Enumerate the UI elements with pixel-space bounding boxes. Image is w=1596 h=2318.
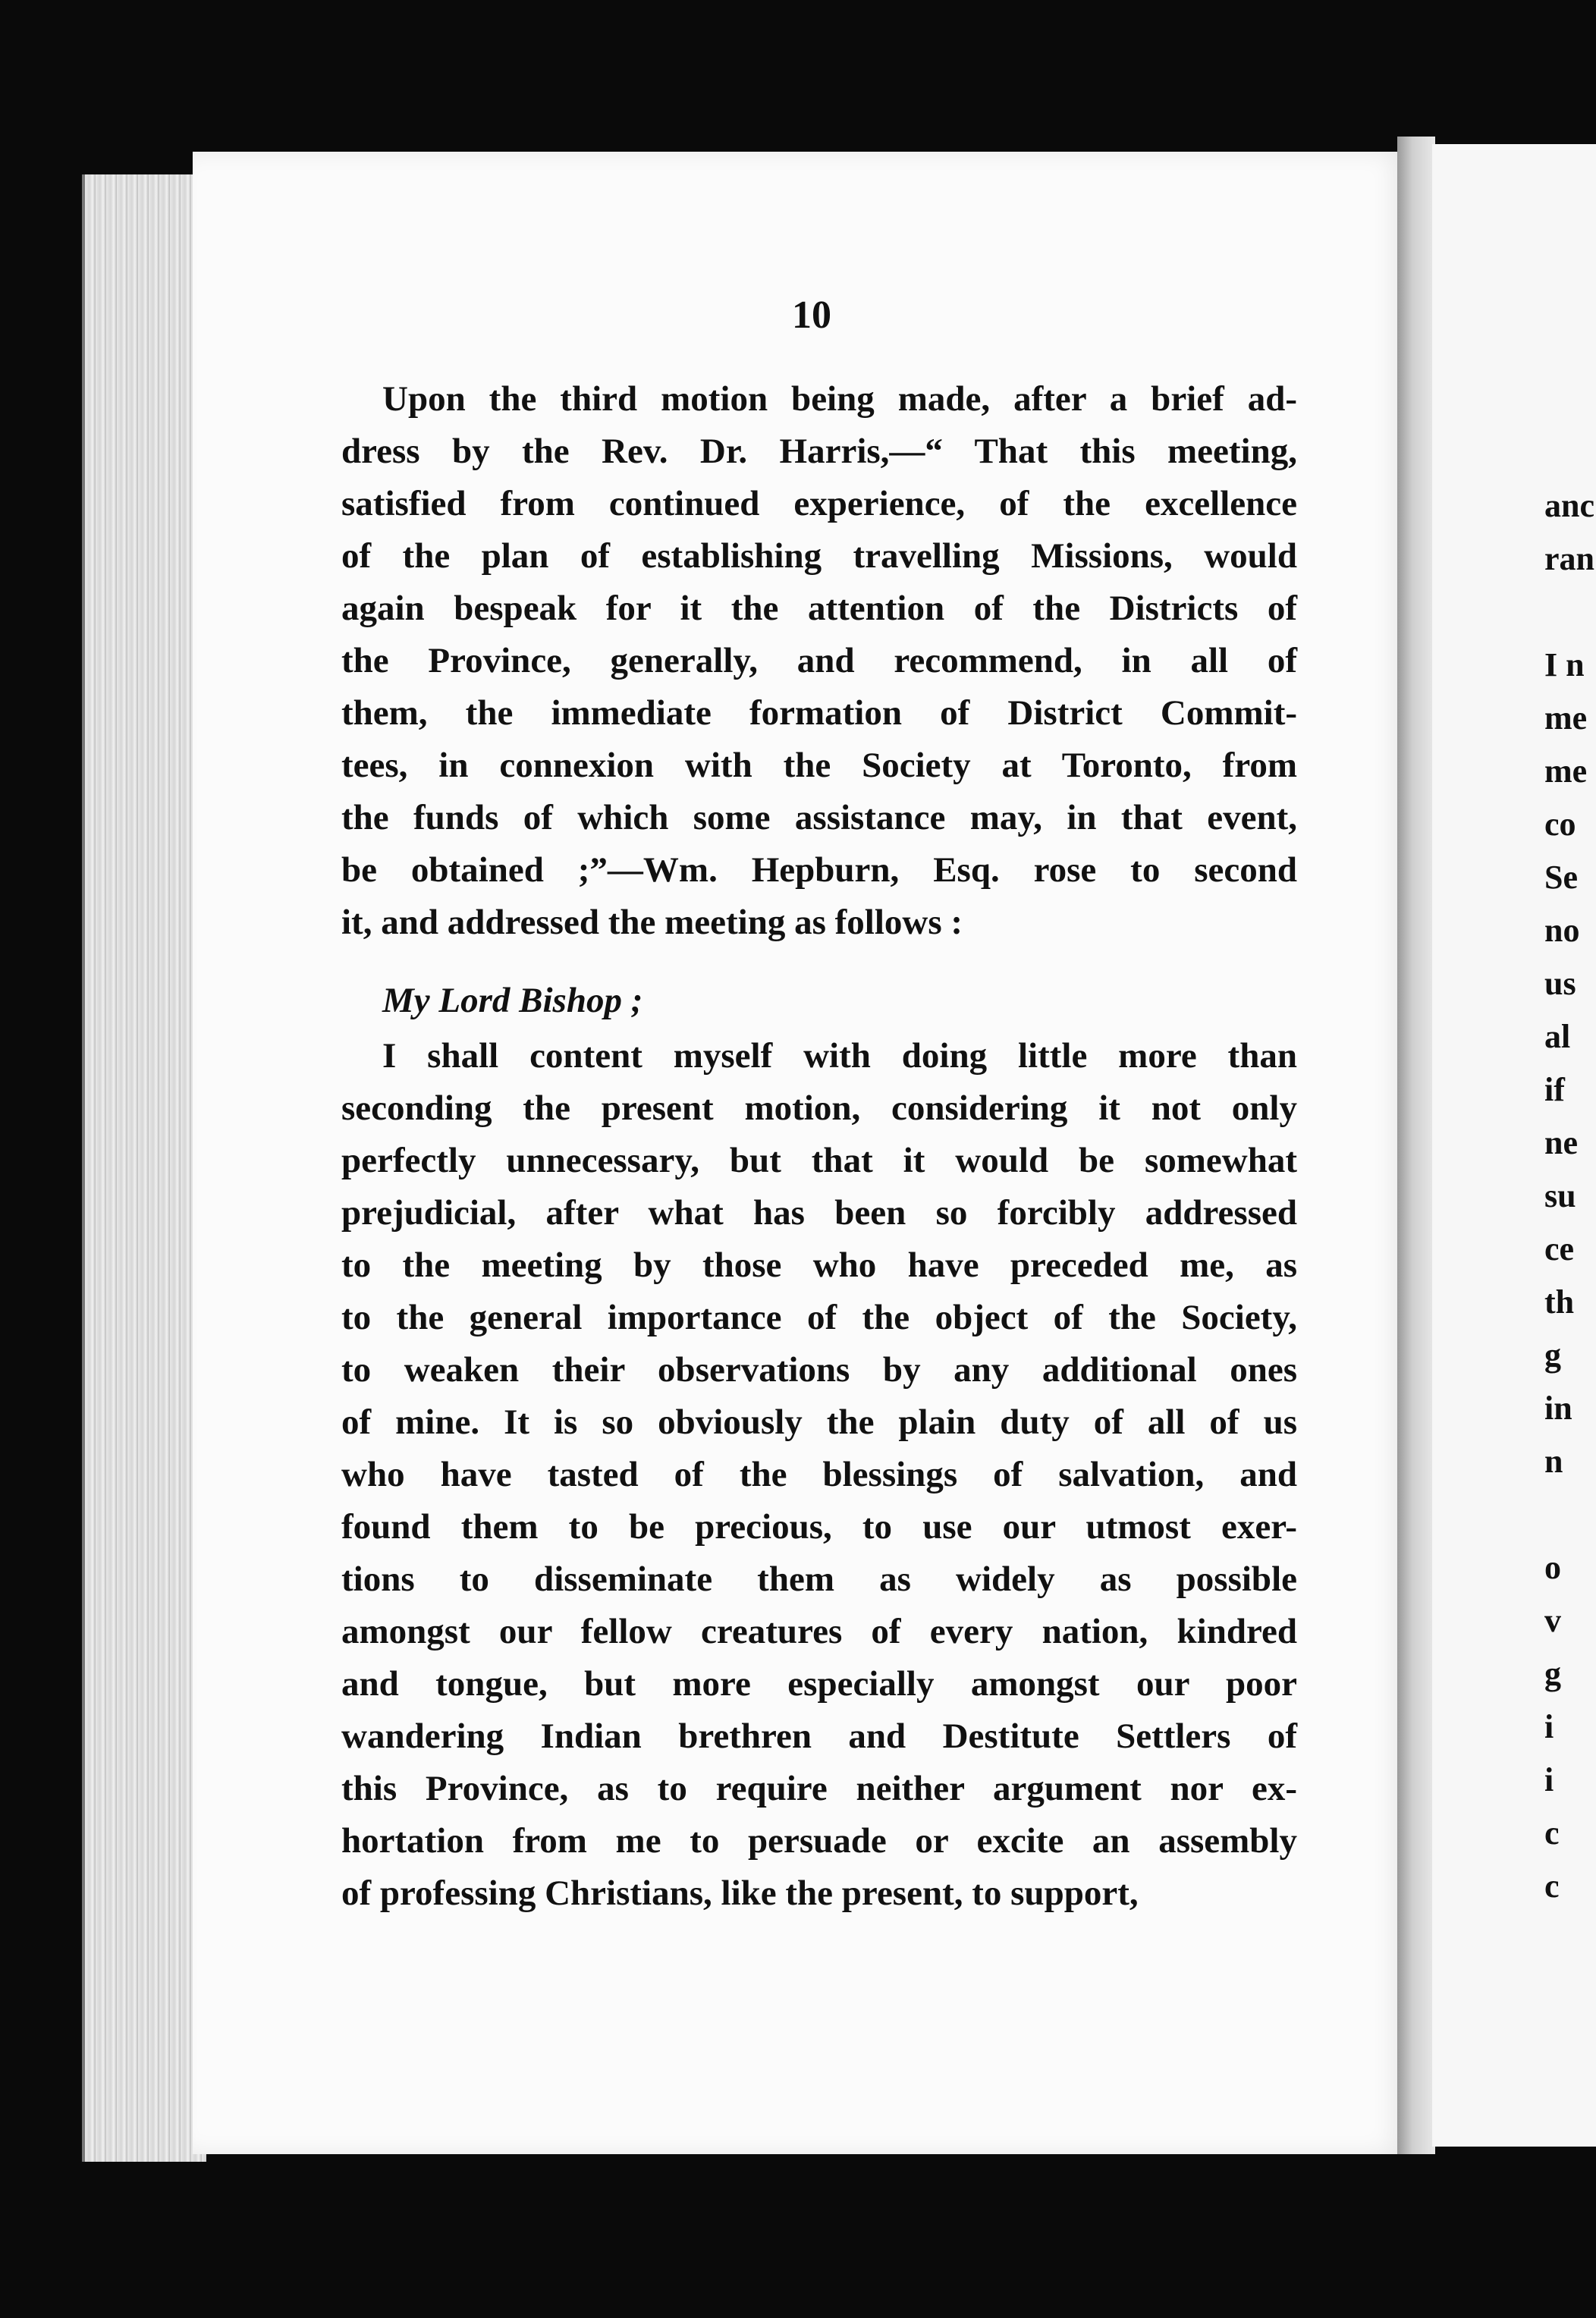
facing-page-fragment: me <box>1544 699 1588 737</box>
book-gutter <box>1397 137 1435 2154</box>
text-line: tions to disseminate them as widely as possible <box>341 1559 1297 1599</box>
facing-page-fragment: no <box>1544 912 1580 949</box>
text-line: the funds of which some assistance may, in that event, <box>341 798 1297 837</box>
page-number: 10 <box>792 294 831 337</box>
text-line: hortation from me to persuade or excite an assembly <box>341 1821 1297 1861</box>
facing-page-fragment: su <box>1544 1177 1576 1214</box>
facing-page-fragment: co <box>1544 806 1576 843</box>
facing-page-fragment: th <box>1544 1283 1575 1321</box>
text-line: this Province, as to require neither argument nor ex- <box>341 1769 1297 1808</box>
facing-page-fragment: o <box>1544 1549 1561 1586</box>
text-line: them, the immediate formation of District Commit- <box>341 693 1297 733</box>
salutation: My Lord Bishop ; <box>382 981 643 1020</box>
text-line: of professing Christians, like the present, to support, <box>341 1874 1139 1913</box>
facing-page-fragment: I n <box>1544 646 1585 683</box>
text-line: again bespeak for it the attention of the Districts of <box>341 589 1297 628</box>
text-line: satisfied from continued experience, of the excellence <box>341 484 1297 523</box>
text-line: to weaken their observations by any additional ones <box>341 1350 1297 1390</box>
text-line: to the meeting by those who have preceded me, as <box>341 1245 1297 1285</box>
text-line: seconding the present motion, considering it not only <box>341 1088 1297 1128</box>
text-line: wandering Indian brethren and Destitute Settlers of <box>341 1717 1297 1756</box>
text-line: be obtained ;”—Wm. Hepburn, Esq. rose to second <box>341 850 1297 890</box>
text-line: the Province, generally, and recommend, in all of <box>341 641 1297 680</box>
paragraph-motion <box>341 373 1297 949</box>
facing-page-fragment: n <box>1544 1443 1563 1480</box>
text-line: dress by the Rev. Dr. Harris,—“ That this meeting, <box>341 432 1297 471</box>
facing-page-fragment: ne <box>1544 1124 1578 1161</box>
text-line: of mine. It is so obviously the plain duty of all of us <box>341 1402 1297 1442</box>
text-line: it, and addressed the meeting as follows : <box>341 903 963 942</box>
book-page-edges <box>82 174 206 2162</box>
facing-page-fragment: c <box>1544 1867 1560 1905</box>
facing-page-fragment: i <box>1544 1708 1554 1745</box>
facing-page-fragment: al <box>1544 1018 1571 1055</box>
facing-page-fragment: ran <box>1544 540 1594 577</box>
text-line: found them to be precious, to use our utmost exer- <box>341 1507 1297 1547</box>
facing-page <box>1432 144 1596 2147</box>
facing-page-fragment: me <box>1544 752 1588 790</box>
facing-page-fragment: in <box>1544 1390 1572 1427</box>
facing-page-fragment: v <box>1544 1602 1561 1639</box>
facing-page-fragment: g <box>1544 1655 1561 1692</box>
text-line: tees, in connexion with the Society at Toronto, from <box>341 746 1297 785</box>
text-line: Upon the third motion being made, after a brief ad- <box>382 379 1297 419</box>
facing-page-fragment: us <box>1544 965 1576 1002</box>
facing-page-fragment: if <box>1544 1071 1565 1108</box>
text-line: who have tasted of the blessings of salvation, and <box>341 1455 1297 1494</box>
facing-page-fragment: c <box>1544 1814 1560 1852</box>
text-line: prejudicial, after what has been so forcibly addressed <box>341 1193 1297 1233</box>
text-line: perfectly unnecessary, but that it would be somewhat <box>341 1141 1297 1180</box>
text-line: and tongue, but more especially amongst our poor <box>341 1664 1297 1704</box>
facing-page-fragment: ce <box>1544 1230 1575 1267</box>
page-text <box>341 373 1297 1920</box>
paragraph-speech <box>341 1030 1297 1920</box>
text-line: of the plan of establishing travelling Missions, would <box>341 536 1297 576</box>
facing-page-fragment: Se <box>1544 859 1578 896</box>
text-line: I shall content myself with doing little more than <box>382 1036 1297 1076</box>
facing-page-fragment: g <box>1544 1336 1561 1374</box>
text-line: to the general importance of the object of the Society, <box>341 1298 1297 1337</box>
text-line: amongst our fellow creatures of every nation, kindred <box>341 1612 1297 1651</box>
facing-page-fragment: i <box>1544 1761 1554 1798</box>
facing-page-fragment: anc <box>1544 487 1594 524</box>
